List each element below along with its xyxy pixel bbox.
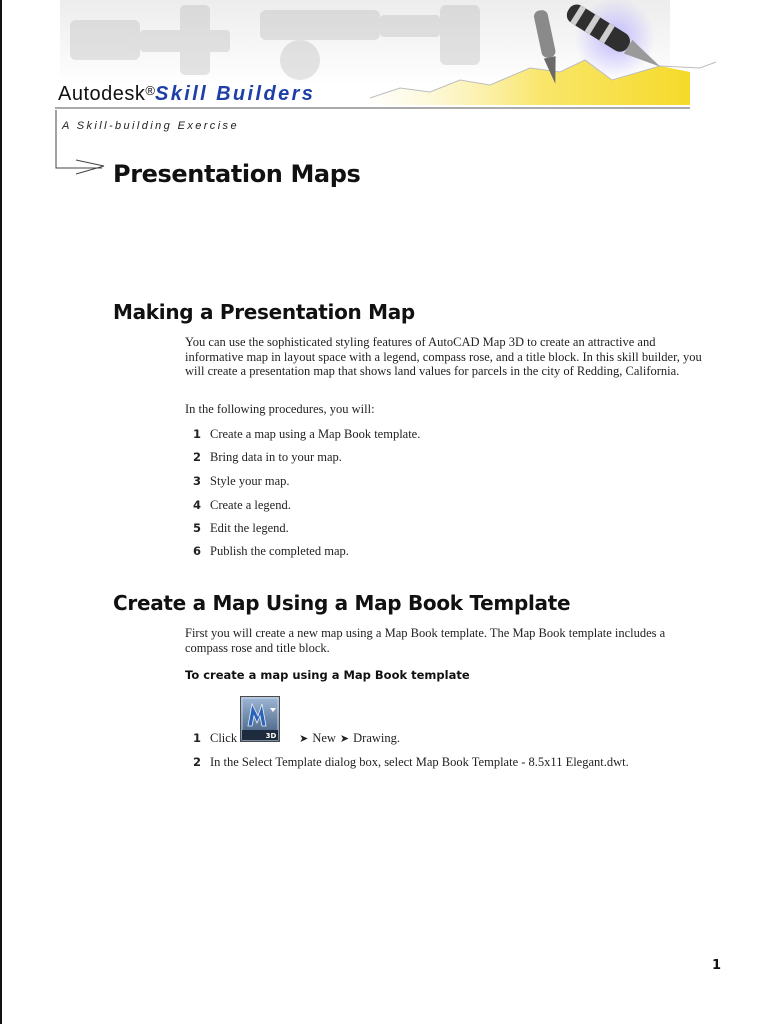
list-item-text: Edit the legend. bbox=[210, 521, 289, 535]
list-item bbox=[185, 450, 342, 465]
page-number: 1 bbox=[712, 958, 722, 973]
registered-mark: ® bbox=[145, 83, 155, 98]
list-item-number: 2 bbox=[193, 755, 202, 769]
list-item-text: Bring data in to your map. bbox=[210, 450, 342, 464]
list-item-number: 1 bbox=[193, 731, 202, 745]
section-intro-paragraph: First you will create a new map using a Map Book template. The Map Book template includes a compass rose and title block. bbox=[185, 626, 666, 655]
list-item-number: 1 bbox=[193, 427, 202, 441]
list-item-text: Publish the completed map. bbox=[210, 544, 349, 558]
list-item bbox=[185, 521, 289, 536]
click-label: Click bbox=[210, 731, 238, 745]
page-title: Presentation Maps bbox=[113, 160, 361, 188]
procedure-title: To create a map using a Map Book template bbox=[185, 668, 470, 682]
menu-arrow-icon: ➤ bbox=[339, 733, 350, 745]
list-item-number: 3 bbox=[193, 474, 202, 488]
list-item-text: In the Select Template dialog box, select Map Book Template - 8.5x11 Elegant.dwt. bbox=[210, 755, 629, 769]
list-item-number: 2 bbox=[193, 450, 202, 464]
section-heading-making-map: Making a Presentation Map bbox=[113, 300, 415, 324]
brand-name: Autodesk bbox=[58, 83, 146, 105]
list-item bbox=[185, 498, 291, 513]
menu-arrow-icon: ➤ bbox=[299, 733, 309, 745]
section-heading-create-map: Create a Map Using a Map Book Template bbox=[113, 591, 571, 615]
list-item-number: 4 bbox=[193, 498, 202, 512]
list-item bbox=[185, 544, 349, 559]
list-item-number: 6 bbox=[193, 544, 202, 558]
list-item bbox=[185, 474, 290, 489]
list-item-number: 5 bbox=[193, 521, 202, 535]
menu-item-drawing: Drawing. bbox=[353, 731, 401, 745]
list-item-text: Style your map. bbox=[210, 474, 290, 488]
section-intro-paragraph: You can use the sophisticated styling features of AutoCAD Map 3D to create an attractive and informative map in layout space with a legend, compass rose, and a title block. In this skill builder, you will create a presentation map that shows land values for parcels in the city of Redding, California. bbox=[185, 335, 702, 379]
menu-item-new: New bbox=[312, 731, 336, 745]
list-item bbox=[185, 427, 420, 442]
tagline: A Skill-building Exercise bbox=[62, 120, 239, 132]
list-item bbox=[185, 731, 400, 746]
brand-logo bbox=[58, 83, 315, 106]
list-item-text: Create a legend. bbox=[210, 498, 291, 512]
procedure-lead-text: In the following procedures, you will: bbox=[185, 402, 375, 416]
icon-badge-label: 3D bbox=[265, 732, 277, 740]
list-item bbox=[185, 755, 629, 770]
list-item-text: Create a map using a Map Book template. bbox=[210, 427, 421, 441]
brand-product: Skill Builders bbox=[154, 83, 316, 105]
